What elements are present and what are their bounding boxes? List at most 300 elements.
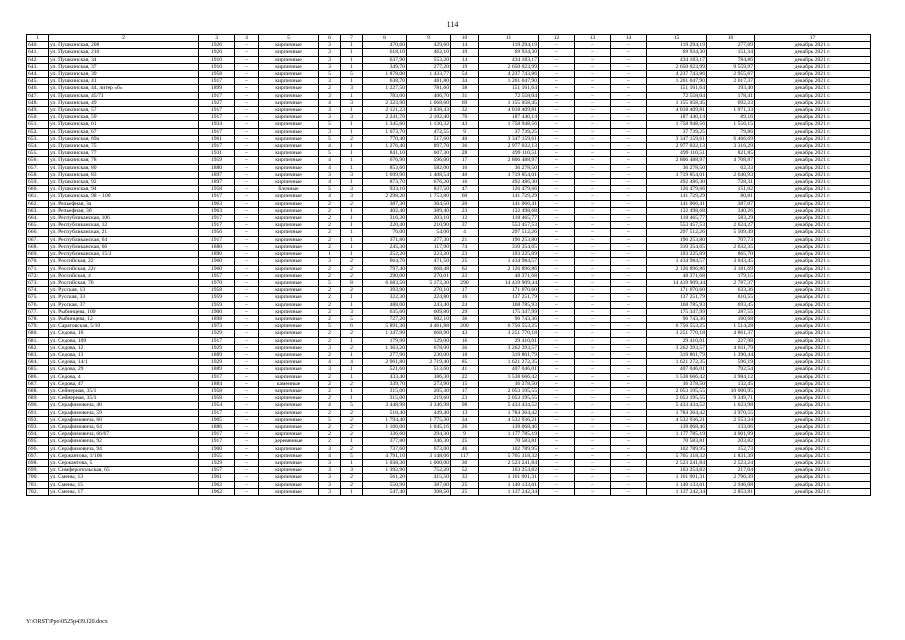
- table-cell: 16: [451, 179, 479, 186]
- table-cell: 728,31: [707, 179, 755, 186]
- table-cell: –: [611, 193, 647, 200]
- table-cell: 139 068,46: [647, 423, 707, 430]
- table-cell: ул. Седова, 14/1: [49, 359, 199, 366]
- table-cell: ул. Пушкинская, 77: [49, 150, 199, 157]
- table-cell: декабрь 2021 г.: [755, 265, 871, 272]
- table-cell: 1897: [199, 179, 235, 186]
- column-header: 3: [199, 35, 235, 42]
- table-cell: 1 345,60: [363, 121, 407, 128]
- table-cell: –: [611, 323, 647, 330]
- table-row: [27, 423, 871, 430]
- table-cell: 4: [319, 99, 341, 106]
- table-cell: 1889: [199, 351, 235, 358]
- table-cell: 2: [341, 135, 363, 142]
- table-cell: 1: [341, 294, 363, 301]
- table-cell: 471,50: [407, 258, 451, 265]
- table-row: [27, 330, 871, 337]
- table-row: [27, 272, 871, 279]
- table-cell: 1 775,30: [407, 416, 451, 423]
- table-cell: 5: [319, 323, 341, 330]
- column-header: 13: [575, 35, 611, 42]
- table-cell: 3: [319, 474, 341, 481]
- table-row: [27, 164, 871, 171]
- table-cell: –: [575, 171, 611, 178]
- table-cell: кирпичные: [259, 359, 319, 366]
- table-cell: 646.: [27, 85, 49, 92]
- table-cell: 3: [319, 366, 341, 373]
- table-cell: 277,30: [407, 236, 451, 243]
- table-cell: ул. Пушкинская, 44, литер «б»: [49, 85, 199, 92]
- table-cell: 3 347 159,61: [647, 135, 707, 142]
- table-cell: декабрь 2021 г.: [755, 337, 871, 344]
- table-cell: –: [611, 78, 647, 85]
- column-header: 4: [235, 35, 259, 42]
- table-cell: 346,30: [407, 438, 451, 445]
- table-cell: 582,00: [407, 164, 451, 171]
- table-cell: 2: [319, 387, 341, 394]
- table-cell: 1926: [199, 42, 235, 49]
- table-cell: 15: [451, 380, 479, 387]
- table-cell: кирпичные: [259, 452, 319, 459]
- table-cell: –: [539, 78, 575, 85]
- table-cell: 270,01: [407, 272, 451, 279]
- table-cell: 865,70: [707, 251, 755, 258]
- table-cell: 132,45: [707, 380, 755, 387]
- table-cell: –: [575, 373, 611, 380]
- table-cell: 1: [341, 229, 363, 236]
- table-cell: 1: [341, 387, 363, 394]
- table-cell: 661.: [27, 193, 49, 200]
- table-cell: 9 349,71: [707, 395, 755, 402]
- table-cell: 2: [341, 409, 363, 416]
- table-cell: –: [539, 157, 575, 164]
- table-cell: декабрь 2021 г.: [755, 351, 871, 358]
- table-cell: 1: [341, 215, 363, 222]
- table-cell: ул. Российская, 22: [49, 258, 199, 265]
- table-cell: –: [539, 294, 575, 301]
- table-cell: 784,86: [707, 56, 755, 63]
- table-cell: –: [539, 171, 575, 178]
- table-cell: –: [611, 481, 647, 488]
- table-cell: –: [235, 395, 259, 402]
- table-cell: 3 970,55: [707, 409, 755, 416]
- table-cell: –: [235, 200, 259, 207]
- table-cell: 3: [341, 467, 363, 474]
- table-cell: 3: [319, 92, 341, 99]
- table-cell: 2: [319, 308, 341, 315]
- table-cell: –: [575, 258, 611, 265]
- table-cell: 2 640,93: [707, 171, 755, 178]
- table-cell: 1: [341, 222, 363, 229]
- table-cell: ул. Пушкинская, 45/71: [49, 92, 199, 99]
- table-cell: 224,80: [407, 294, 451, 301]
- table-cell: 210,90: [407, 222, 451, 229]
- table-cell: ул. Седова, 47: [49, 380, 199, 387]
- table-cell: декабрь 2021 г.: [755, 481, 871, 488]
- table-cell: 673,00: [407, 445, 451, 452]
- table-cell: 40: [451, 135, 479, 142]
- table-cell: кирпичные: [259, 121, 319, 128]
- table-cell: 2: [319, 409, 341, 416]
- table-cell: 14 419 909,44: [647, 279, 707, 286]
- table-cell: 1897: [199, 171, 235, 178]
- file-path-footer: Y:\ORST\Ppo\0525p439.f20.docx: [26, 619, 108, 625]
- table-cell: 1 408,54: [407, 171, 451, 178]
- page-number: 114: [446, 20, 459, 29]
- table-row: [27, 78, 871, 85]
- table-cell: –: [539, 114, 575, 121]
- table-row: [27, 409, 871, 416]
- table-cell: 429,60: [407, 42, 451, 49]
- table-cell: –: [235, 78, 259, 85]
- table-cell: 340,26: [707, 207, 755, 214]
- table-cell: декабрь 2021 г.: [755, 71, 871, 78]
- table-cell: –: [235, 301, 259, 308]
- table-cell: –: [539, 164, 575, 171]
- table-cell: –: [575, 42, 611, 49]
- table-cell: 151,34: [707, 49, 755, 56]
- table-cell: –: [539, 359, 575, 366]
- table-cell: –: [235, 359, 259, 366]
- table-cell: 1 699,90: [363, 171, 407, 178]
- table-cell: 252,20: [363, 251, 407, 258]
- table-cell: –: [235, 366, 259, 373]
- table-cell: ул. Пушкинская, 49: [49, 99, 199, 106]
- table-cell: 407 046,01: [647, 366, 707, 373]
- table-cell: 1970: [199, 279, 235, 286]
- table-cell: 393,90: [363, 287, 407, 294]
- table-cell: –: [611, 279, 647, 286]
- table-cell: 680.: [27, 330, 49, 337]
- table-cell: 151 161,64: [479, 85, 539, 92]
- table-cell: декабрь 2021 г.: [755, 344, 871, 351]
- table-cell: –: [539, 395, 575, 402]
- table-cell: 672.: [27, 272, 49, 279]
- table-cell: 792,54: [707, 366, 755, 373]
- table-cell: –: [235, 99, 259, 106]
- table-cell: 36 278,50: [647, 164, 707, 171]
- table-cell: 638,70: [363, 78, 407, 85]
- table-cell: 1958: [199, 387, 235, 394]
- table-cell: –: [611, 85, 647, 92]
- table-row: [27, 99, 871, 106]
- table-cell: 1955: [199, 452, 235, 459]
- table-cell: декабрь 2021 г.: [755, 200, 871, 207]
- table-cell: декабрь 2021 г.: [755, 42, 871, 49]
- table-cell: 1: [341, 243, 363, 250]
- table-cell: ул. Пушкинская, 80: [49, 164, 199, 171]
- table-cell: 470,60: [363, 42, 407, 49]
- table-cell: декабрь 2021 г.: [755, 438, 871, 445]
- table-cell: 2 053 195,55: [647, 387, 707, 394]
- table-cell: –: [575, 63, 611, 70]
- table-cell: 609,80: [407, 308, 451, 315]
- table-cell: 160,68: [707, 315, 755, 322]
- table-cell: 17: [451, 287, 479, 294]
- table-cell: декабрь 2021 г.: [755, 258, 871, 265]
- table-cell: 1: [341, 438, 363, 445]
- table-cell: 2: [319, 236, 341, 243]
- table-cell: 2 806 488,97: [647, 157, 707, 164]
- table-cell: 677.: [27, 308, 49, 315]
- table-cell: 1956: [199, 229, 235, 236]
- table-cell: 547,40: [363, 488, 407, 495]
- table-cell: 1 753,80: [407, 193, 451, 200]
- table-cell: 40: [451, 171, 479, 178]
- table-cell: –: [611, 445, 647, 452]
- table-cell: ул. Серафимовича, 60: [49, 416, 199, 423]
- table-cell: 4 532 936,21: [647, 416, 707, 423]
- table-row: [27, 92, 871, 99]
- table-cell: 19: [451, 49, 479, 56]
- table-cell: декабрь 2021 г.: [755, 459, 871, 466]
- table-cell: –: [575, 344, 611, 351]
- table-cell: 3: [319, 171, 341, 178]
- table-cell: –: [235, 287, 259, 294]
- table-cell: 79,86: [707, 128, 755, 135]
- table-cell: 1 177 785,19: [647, 431, 707, 438]
- table-cell: декабрь 2021 г.: [755, 236, 871, 243]
- table-cell: 1957: [199, 467, 235, 474]
- table-cell: 1: [341, 459, 363, 466]
- table-cell: 2: [341, 258, 363, 265]
- table-cell: 699.: [27, 467, 49, 474]
- table-cell: 492 486,30: [479, 179, 539, 186]
- table-cell: 187 440,14: [479, 114, 539, 121]
- table-cell: 5: [319, 150, 341, 157]
- table-cell: 700.: [27, 474, 49, 481]
- table-cell: –: [611, 150, 647, 157]
- table-cell: кирпичные: [259, 243, 319, 250]
- table-cell: 664,70: [363, 258, 407, 265]
- table-row: [27, 459, 871, 466]
- table-cell: 196 253,80: [479, 236, 539, 243]
- table-cell: 1 045,16: [407, 423, 451, 430]
- table-cell: 1958: [199, 287, 235, 294]
- table-cell: –: [539, 107, 575, 114]
- table-cell: 5: [319, 121, 341, 128]
- table-cell: –: [235, 135, 259, 142]
- table-cell: 1 106,00: [363, 423, 407, 430]
- table-cell: декабрь 2021 г.: [755, 330, 871, 337]
- table-cell: ул. Серафимовича, 40: [49, 402, 199, 409]
- table-cell: –: [539, 416, 575, 423]
- table-cell: 4 237 743,86: [647, 71, 707, 78]
- table-cell: декабрь 2021 г.: [755, 99, 871, 106]
- table-cell: 1954: [199, 402, 235, 409]
- table-cell: –: [235, 128, 259, 135]
- table-cell: 70: [451, 114, 479, 121]
- table-cell: 783,00: [363, 92, 407, 99]
- table-cell: декабрь 2021 г.: [755, 49, 871, 56]
- table-cell: 2: [341, 481, 363, 488]
- table-cell: –: [575, 409, 611, 416]
- table-cell: декабрь 2021 г.: [755, 229, 871, 236]
- table-cell: 3: [341, 99, 363, 106]
- table-cell: –: [611, 121, 647, 128]
- table-cell: 277,69: [707, 42, 755, 49]
- table-cell: 1 433,77: [407, 71, 451, 78]
- table-cell: 1898: [199, 315, 235, 322]
- table-cell: 3: [319, 467, 341, 474]
- table-cell: –: [235, 294, 259, 301]
- table-cell: 205,30: [407, 387, 451, 394]
- table-cell: 203,82: [707, 438, 755, 445]
- table-cell: кирпичные: [259, 251, 319, 258]
- table-cell: 5: [319, 135, 341, 142]
- table-cell: 3 181,69: [707, 265, 755, 272]
- table-cell: 1934: [199, 121, 235, 128]
- table-cell: 290: [451, 279, 479, 286]
- table-cell: 316,30: [363, 215, 407, 222]
- table-row: [27, 402, 871, 409]
- table-cell: кирпичные: [259, 179, 319, 186]
- table-cell: декабрь 2021 г.: [755, 143, 871, 150]
- table-cell: –: [235, 107, 259, 114]
- table-cell: 657.: [27, 164, 49, 171]
- table-cell: 141 066,41: [479, 200, 539, 207]
- table-cell: –: [235, 445, 259, 452]
- table-cell: 126 479,66: [647, 186, 707, 193]
- table-cell: 2: [341, 423, 363, 430]
- table-cell: 1 878,00: [363, 71, 407, 78]
- table-cell: 1 177 785,19: [479, 431, 539, 438]
- table-cell: 196 253,80: [647, 236, 707, 243]
- table-cell: 676.: [27, 301, 49, 308]
- table-row: [27, 114, 871, 121]
- table-cell: –: [235, 351, 259, 358]
- table-cell: –: [539, 207, 575, 214]
- table-cell: –: [235, 438, 259, 445]
- table-row: [27, 222, 871, 229]
- table-cell: –: [575, 481, 611, 488]
- table-cell: ул. Республиканская, 66: [49, 243, 199, 250]
- table-cell: 387,30: [363, 200, 407, 207]
- table-cell: 29: [451, 308, 479, 315]
- table-cell: 2: [341, 287, 363, 294]
- table-cell: 1 137 242,34: [479, 488, 539, 495]
- table-cell: –: [539, 452, 575, 459]
- table-cell: –: [539, 265, 575, 272]
- table-cell: –: [235, 409, 259, 416]
- table-cell: ул. Пушкинская, 78: [49, 157, 199, 164]
- table-cell: декабрь 2021 г.: [755, 308, 871, 315]
- table-cell: 2: [319, 243, 341, 250]
- table-cell: 37 739,25: [647, 128, 707, 135]
- table-cell: 2 298,20: [363, 193, 407, 200]
- table-cell: –: [611, 71, 647, 78]
- table-cell: –: [235, 452, 259, 459]
- table-cell: 406,70: [407, 92, 451, 99]
- table-cell: 662.: [27, 200, 49, 207]
- table-cell: –: [611, 416, 647, 423]
- table-cell: декабрь 2021 г.: [755, 63, 871, 70]
- table-cell: 550,90: [363, 481, 407, 488]
- table-cell: декабрь 2021 г.: [755, 373, 871, 380]
- table-cell: 689.: [27, 395, 49, 402]
- table-cell: декабрь 2021 г.: [755, 85, 871, 92]
- table-cell: –: [235, 308, 259, 315]
- table-cell: 695.: [27, 438, 49, 445]
- table-cell: 1 130,32: [407, 121, 451, 128]
- table-cell: 678,00: [407, 344, 451, 351]
- table-cell: 1959: [199, 301, 235, 308]
- table-cell: 3: [319, 459, 341, 466]
- table-cell: 102 789,95: [647, 445, 707, 452]
- table-cell: 200: [451, 323, 479, 330]
- table-cell: 310 354,65: [479, 243, 539, 250]
- table-cell: –: [235, 481, 259, 488]
- table-cell: 668.: [27, 243, 49, 250]
- table-cell: –: [539, 445, 575, 452]
- table-cell: 1917: [199, 92, 235, 99]
- table-cell: 14: [451, 42, 479, 49]
- column-header: 1: [27, 35, 49, 42]
- table-cell: 1884: [199, 380, 235, 387]
- table-row: [27, 445, 871, 452]
- table-cell: декабрь 2021 г.: [755, 395, 871, 402]
- table-cell: –: [575, 459, 611, 466]
- table-cell: 2: [319, 265, 341, 272]
- table-cell: 3 347 159,61: [479, 135, 539, 142]
- table-cell: 315,00: [363, 395, 407, 402]
- table-cell: 1 758 948,56: [647, 121, 707, 128]
- table-cell: 5 891,30: [363, 323, 407, 330]
- table-cell: 655.: [27, 150, 49, 157]
- table-cell: –: [539, 279, 575, 286]
- table-cell: –: [575, 251, 611, 258]
- table-cell: 1 261 047,90: [479, 78, 539, 85]
- table-cell: 1: [341, 42, 363, 49]
- table-cell: 319 801,79: [647, 351, 707, 358]
- table-cell: –: [539, 236, 575, 243]
- table-cell: –: [235, 423, 259, 430]
- table-cell: 163 254,82: [479, 467, 539, 474]
- table-cell: 4: [341, 359, 363, 366]
- table-cell: 33: [451, 474, 479, 481]
- table-cell: 1931: [199, 150, 235, 157]
- table-cell: 5: [341, 71, 363, 78]
- table-cell: 702.: [27, 488, 49, 495]
- table-cell: ул. Пушкинская, 37: [49, 63, 199, 70]
- table-cell: 664.: [27, 215, 49, 222]
- table-cell: 434 183,17: [479, 56, 539, 63]
- table-cell: 691.: [27, 409, 49, 416]
- table-cell: 70 583,81: [479, 438, 539, 445]
- table-cell: 3: [319, 114, 341, 121]
- table-cell: ул. Сейнерная, 35/3: [49, 395, 199, 402]
- table-row: [27, 200, 871, 207]
- table-cell: 72 558,04: [479, 92, 539, 99]
- table-cell: 5 433 434,52: [647, 402, 707, 409]
- table-cell: 1962: [199, 481, 235, 488]
- table-cell: –: [539, 49, 575, 56]
- table-cell: –: [611, 107, 647, 114]
- table-cell: 5 765 318,32: [647, 452, 707, 459]
- table-cell: –: [235, 56, 259, 63]
- table-cell: 841,10: [363, 150, 407, 157]
- table-cell: –: [611, 402, 647, 409]
- table-cell: –: [611, 459, 647, 466]
- table-cell: –: [235, 402, 259, 409]
- table-cell: 667.: [27, 236, 49, 243]
- table-cell: кирпичные: [259, 287, 319, 294]
- table-cell: 6 756 553,25: [647, 323, 707, 330]
- table-cell: 14 419 909,44: [479, 279, 539, 286]
- table-cell: 1960: [199, 258, 235, 265]
- table-cell: 696.: [27, 445, 49, 452]
- table-cell: ул. Серафимовича, 92: [49, 438, 199, 445]
